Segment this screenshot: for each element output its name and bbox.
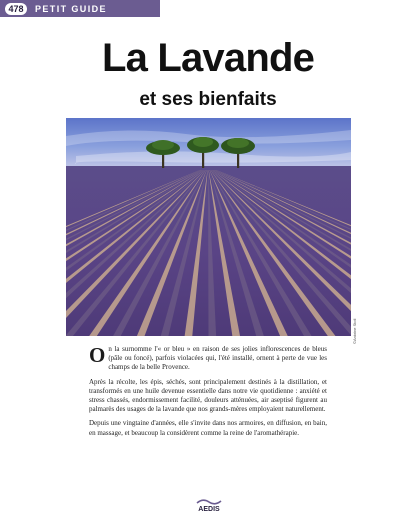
series-banner bbox=[0, 0, 160, 17]
publisher-logo bbox=[193, 497, 225, 513]
paragraph-1: Après la récolte, les épis, séchés, sont principalement destinés à la distillation, et transformés en une huile devenue essentielle dans notre vie quotidienne : anxiété et stress chassés, endormissement facilité, douleurs atténuées, air aseptisé figurent au palmarès des usages de la lavande que nos grands-mères employaient naturellement. bbox=[89, 377, 327, 414]
series-name: PETIT GUIDE bbox=[35, 3, 107, 14]
drop-cap: O bbox=[89, 343, 106, 367]
intro-paragraph: On la surnomme l'« or bleu » en raison de ses jolies inflorescences de bleus (pâle ou foncé), parfois violacées qui, l'été installé, ornent à perte de vue les champs de la belle Provence. bbox=[89, 343, 327, 372]
book-subtitle: et ses bienfaits bbox=[139, 89, 277, 110]
svg-text:AEDIS: AEDIS bbox=[198, 506, 220, 513]
lavender-field-photo bbox=[66, 118, 351, 336]
book-title: La Lavande bbox=[101, 36, 315, 80]
paragraph-2: Depuis une vingtaine d'années, elle s'invite dans nos armoires, en diffusion, en bain, en massage, et beaucoup la considèrent comme la reine de l'aromathérapie. bbox=[89, 419, 327, 437]
series-number: 478 bbox=[5, 3, 27, 15]
body-text bbox=[89, 345, 327, 443]
photo-credit: ©Antoine Stoll bbox=[352, 318, 357, 344]
